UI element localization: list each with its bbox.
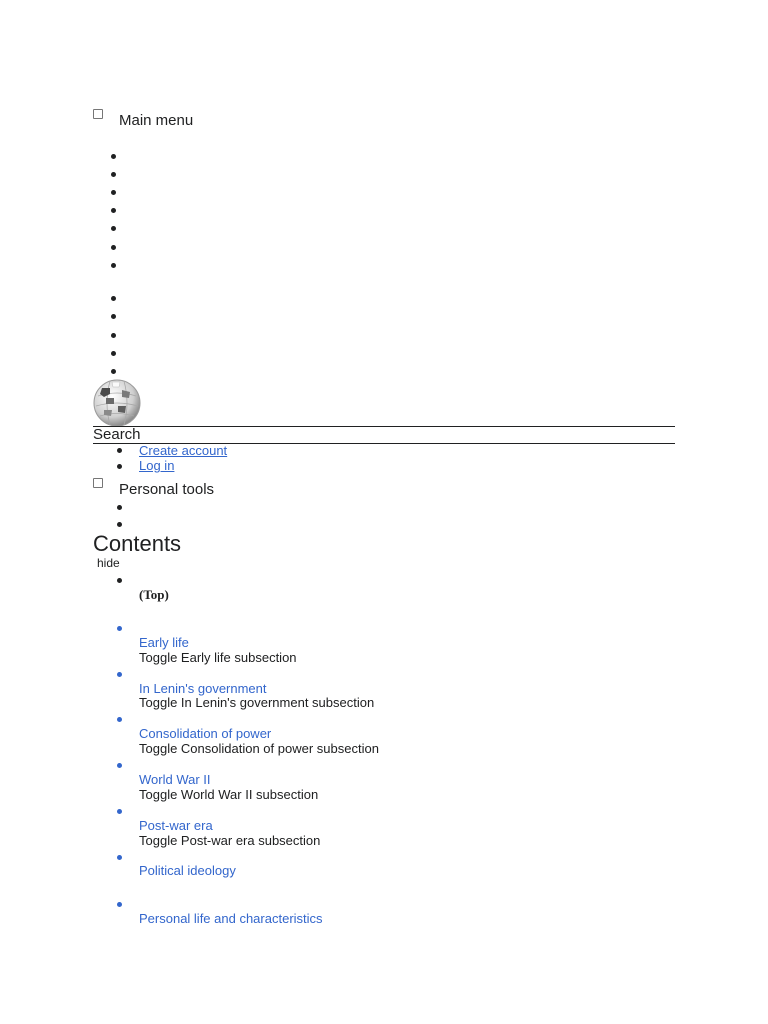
search-form[interactable] [93, 426, 675, 444]
main-menu-item[interactable] [111, 314, 116, 319]
toc-top-bullet [117, 578, 122, 583]
toc-bullet [117, 717, 122, 722]
user-link-bullet [117, 464, 122, 469]
main-menu-item[interactable] [111, 369, 116, 374]
main-menu-item[interactable] [111, 226, 116, 231]
main-menu-checkbox[interactable] [93, 109, 103, 119]
toc-link-early-life[interactable]: Early life [139, 635, 189, 650]
toc-toggle-lenins-government[interactable]: Toggle In Lenin's government subsection [139, 695, 375, 710]
toc-link-consolidation-of-power[interactable]: Consolidation of power [139, 726, 272, 741]
main-menu-item[interactable] [111, 154, 116, 159]
toc-link-lenins-government[interactable]: In Lenin's government [139, 681, 267, 696]
toc-toggle-consolidation-of-power[interactable]: Toggle Consolidation of power subsection [139, 741, 379, 756]
toc-bullet [117, 809, 122, 814]
toc-link-world-war-ii[interactable]: World War II [139, 772, 211, 787]
user-link-bullet [117, 448, 122, 453]
toc-toggle-early-life[interactable]: Toggle Early life subsection [139, 650, 297, 665]
personal-tools-label[interactable]: Personal tools [119, 481, 215, 498]
main-menu-item[interactable] [111, 263, 116, 268]
main-menu-item[interactable] [111, 208, 116, 213]
toc-toggle-world-war-ii[interactable]: Toggle World War II subsection [139, 787, 319, 802]
main-menu-item[interactable] [111, 172, 116, 177]
main-menu-label[interactable]: Main menu [119, 112, 194, 129]
create-account-link[interactable]: Create account [139, 443, 228, 458]
main-menu-item[interactable] [111, 296, 116, 301]
toc-toggle-post-war-era[interactable]: Toggle Post-war era subsection [139, 833, 321, 848]
toc-bullet [117, 626, 122, 631]
main-menu-item[interactable] [111, 351, 116, 356]
toc-link-post-war-era[interactable]: Post-war era [139, 818, 213, 833]
toc-bullet [117, 672, 122, 677]
toc-title: Contents [93, 531, 182, 556]
toc-top-link[interactable]: (Top) [139, 587, 169, 602]
personal-tools-item[interactable] [117, 522, 122, 527]
personal-tools-checkbox[interactable] [93, 478, 103, 488]
toc-link-personal-life[interactable]: Personal life and characteristics [139, 911, 323, 926]
toc-bullet [117, 763, 122, 768]
toc-link-political-ideology[interactable]: Political ideology [139, 863, 236, 878]
main-menu-item[interactable] [111, 333, 116, 338]
toc-bullet [117, 855, 122, 860]
main-menu-item[interactable] [111, 245, 116, 250]
wikipedia-globe-icon[interactable] [92, 378, 142, 428]
toc-hide-button[interactable]: hide [97, 556, 120, 570]
personal-tools-item[interactable] [117, 505, 122, 510]
log-in-link[interactable]: Log in [139, 458, 175, 473]
search-label[interactable]: Search [93, 426, 141, 443]
main-menu-item[interactable] [111, 190, 116, 195]
toc-bullet [117, 902, 122, 907]
